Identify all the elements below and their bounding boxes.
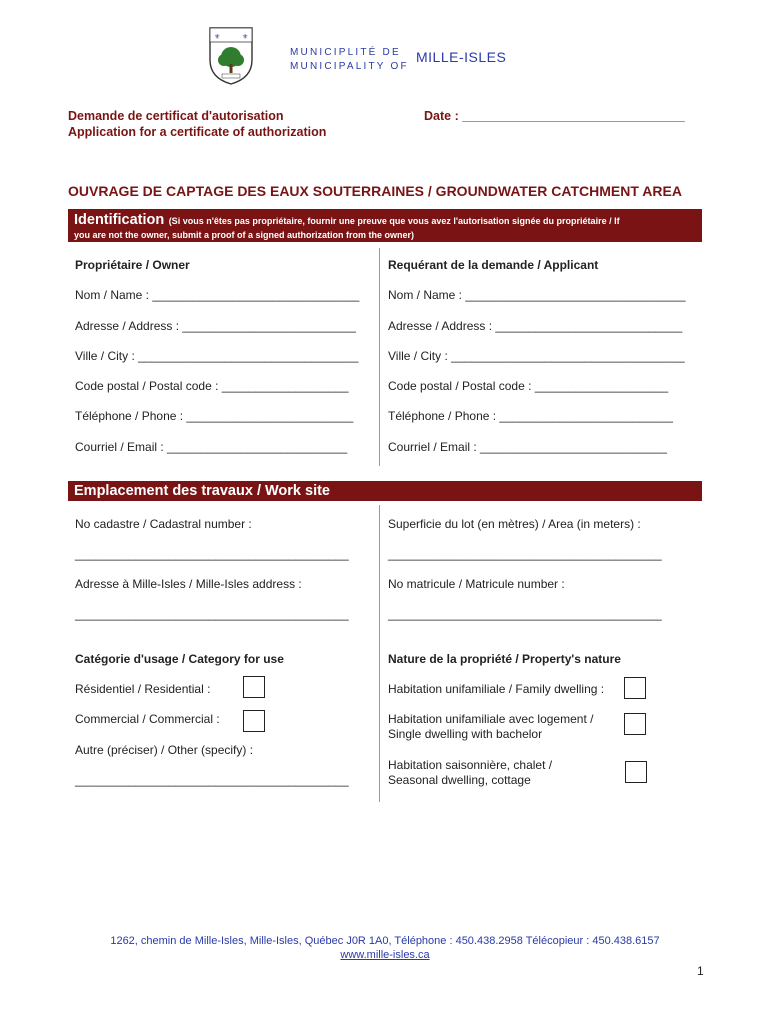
applicant-city-field[interactable]: Ville / City : ___________________________________: [388, 349, 685, 363]
owner-city-field[interactable]: Ville / City : _________________________________: [75, 349, 359, 363]
owner-email-field[interactable]: Courriel / Email : ___________________________: [75, 440, 348, 454]
svg-text:⚜: ⚜: [242, 33, 249, 41]
municipality-seal-logo: [206, 24, 256, 86]
owner-heading: Propriétaire / Owner: [75, 258, 190, 272]
worksite-address-input-line[interactable]: _________________________________________: [75, 607, 349, 621]
other-usage-input-line[interactable]: _________________________________________: [75, 773, 349, 787]
bachelor-dwelling-label-line1: Habitation unifamiliale avec logement /: [388, 712, 594, 726]
identification-heading: Identification: [74, 212, 165, 228]
identification-header-bar: [68, 209, 702, 242]
family-dwelling-checkbox[interactable]: [624, 677, 646, 699]
lot-area-label: Superficie du lot (en mètres) / Area (in meters) :: [388, 517, 641, 531]
svg-text:⚜: ⚜: [214, 33, 221, 41]
cadastre-label: No cadastre / Cadastral number :: [75, 517, 252, 531]
worksite-heading: Emplacement des travaux / Work site: [74, 483, 331, 499]
usage-category-heading: Catégorie d'usage / Category for use: [75, 652, 284, 666]
identification-note-line1: (Si vous n'êtes pas propriétaire, fournir une preuve que vous avez l'autorisation signée du propriétaire / If: [168, 216, 620, 226]
applicant-address-field[interactable]: Adresse / Address : ____________________________: [388, 319, 683, 333]
bachelor-dwelling-label-line2: Single dwelling with bachelor: [388, 727, 543, 741]
seasonal-dwelling-label-line2: Seasonal dwelling, cottage: [388, 773, 531, 787]
bachelor-dwelling-checkbox[interactable]: [624, 713, 646, 735]
worksite-column-divider: [379, 505, 380, 802]
owner-address-field[interactable]: Adresse / Address : __________________________: [75, 319, 356, 333]
residential-checkbox[interactable]: [243, 676, 265, 698]
owner-name-field[interactable]: Nom / Name : _______________________________: [75, 288, 360, 302]
identification-note-line2: you are not the owner, submit a proof of a signed authorization from the owner): [74, 230, 415, 240]
matricule-label: No matricule / Matricule number :: [388, 577, 565, 591]
municipality-label-fr: MUNICIPLITÉ DE: [290, 47, 401, 58]
cadastre-input-line[interactable]: _________________________________________: [75, 547, 349, 561]
lot-area-input-line[interactable]: _________________________________________: [388, 547, 662, 561]
owner-postal-code-field[interactable]: Code postal / Postal code : ___________________: [75, 379, 349, 393]
seasonal-dwelling-label-line1: Habitation saisonnière, chalet /: [388, 758, 553, 772]
owner-phone-field[interactable]: Téléphone / Phone : _________________________: [75, 409, 354, 423]
family-dwelling-label: Habitation unifamiliale / Family dwelling :: [388, 682, 605, 696]
matricule-input-line[interactable]: _________________________________________: [388, 607, 662, 621]
commercial-label: Commercial / Commercial :: [75, 712, 220, 726]
date-field[interactable]: Date : ________________________________: [424, 109, 685, 123]
request-title-en: Application for a certificate of authorization: [68, 125, 327, 139]
residential-label: Résidentiel / Residential :: [75, 682, 211, 696]
municipality-name: MILLE-ISLES: [416, 49, 507, 65]
footer-website-link[interactable]: www.mille-isles.ca: [340, 949, 430, 961]
worksite-header-bar: [68, 481, 702, 501]
identification-column-divider: [379, 248, 380, 466]
applicant-heading: Requérant de la demande / Applicant: [388, 258, 599, 272]
commercial-checkbox[interactable]: [243, 710, 265, 732]
applicant-email-field[interactable]: Courriel / Email : ____________________________: [388, 440, 667, 454]
worksite-address-label: Adresse à Mille-Isles / Mille-Isles address :: [75, 577, 302, 591]
page-number: 1: [697, 964, 704, 978]
form-title: OUVRAGE DE CAPTAGE DES EAUX SOUTERRAINES / GROUNDWATER CATCHMENT AREA: [68, 183, 682, 199]
seasonal-dwelling-checkbox[interactable]: [625, 761, 647, 783]
applicant-postal-code-field[interactable]: Code postal / Postal code : ____________________: [388, 379, 669, 393]
municipality-label-en: MUNICIPALITY OF: [290, 61, 409, 72]
footer-address: 1262, chemin de Mille-Isles, Mille-Isles, Québec J0R 1A0, Téléphone : 450.438.2958 Télécopieur : 450.438.6157: [110, 935, 660, 947]
applicant-phone-field[interactable]: Téléphone / Phone : __________________________: [388, 409, 673, 423]
request-title-fr: Demande de certificat d'autorisation: [68, 109, 284, 123]
other-usage-label: Autre (préciser) / Other (specify) :: [75, 743, 254, 757]
property-nature-heading: Nature de la propriété / Property's nature: [388, 652, 621, 666]
applicant-name-field[interactable]: Nom / Name : _________________________________: [388, 288, 686, 302]
